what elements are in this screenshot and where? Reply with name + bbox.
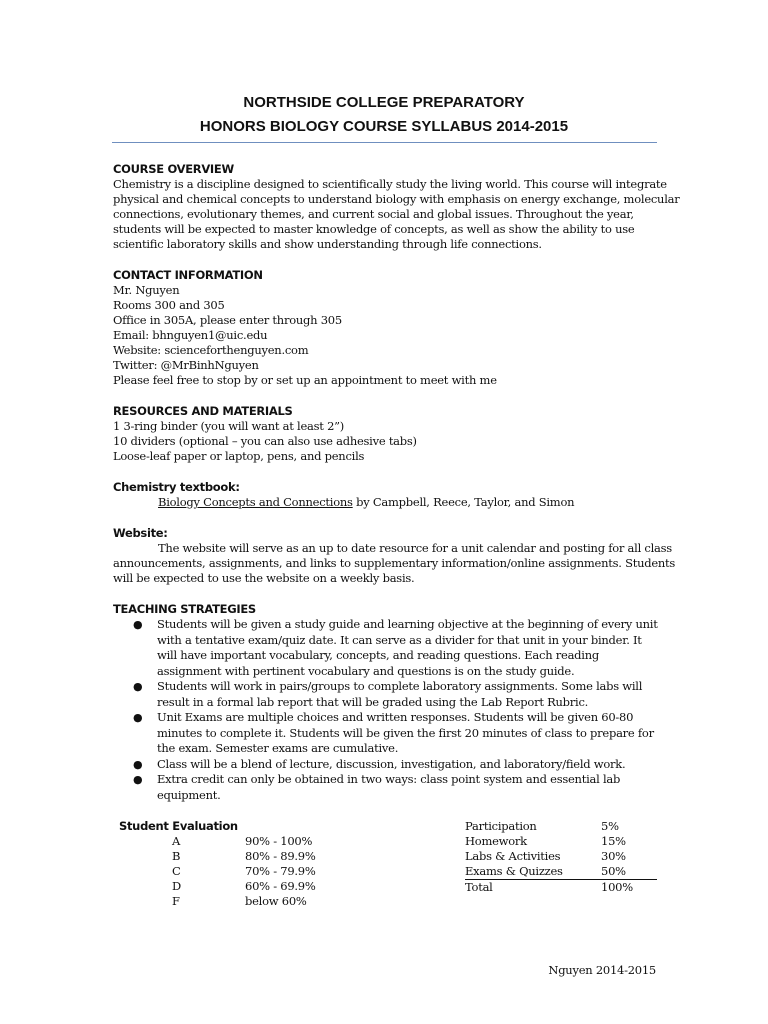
weight-row <box>465 819 657 834</box>
overview-line: physical and chemical concepts to understand biology with emphasis on energy exchange, molecular <box>113 192 680 206</box>
weight-category: Exams & Quizzes <box>465 864 563 878</box>
weight-percent: 15% <box>601 834 626 848</box>
course-overview-section <box>113 162 680 252</box>
total-row <box>465 880 657 895</box>
grade-letter: F <box>172 894 180 908</box>
textbook-title: Biology Concepts and Connections <box>158 495 353 509</box>
list-item: ● Unit Exams are multiple choices and written responses. Students will be given 60-80 minutes to complete it. Students will be given the first 20 minutes of class to prepare for the exam. Semester exams are cumulative. <box>133 710 654 755</box>
bullet-icon: ● <box>133 680 143 693</box>
email: Email: bhnguyen1@uic.edu <box>113 328 268 342</box>
grade-row <box>119 879 349 894</box>
course-overview-heading: COURSE OVERVIEW <box>113 162 234 176</box>
bullet-icon: ● <box>133 773 143 786</box>
weight-category: Labs & Activities <box>465 849 561 863</box>
contact-heading: CONTACT INFORMATION <box>113 268 263 282</box>
weight-row <box>465 834 657 849</box>
strategies-section <box>113 602 658 803</box>
grade-row <box>119 864 349 879</box>
grade-row <box>119 894 349 909</box>
overview-line: connections, evolutionary themes, and current social and global issues. Throughout the year, <box>113 207 634 221</box>
textbook-citation <box>113 495 658 510</box>
grade-letter: A <box>172 834 181 848</box>
grading-scale <box>119 819 349 909</box>
resources-heading: RESOURCES AND MATERIALS <box>113 404 293 418</box>
weight-percent: 5% <box>601 819 619 833</box>
grade-letter: C <box>172 864 181 878</box>
contact-section <box>113 268 658 388</box>
material-item: 10 dividers (optional – you can also use adhesive tabs) <box>113 434 417 448</box>
grade-range: below 60% <box>245 894 307 908</box>
rooms: Rooms 300 and 305 <box>113 298 225 312</box>
list-item: ● Students will work in pairs/groups to complete laboratory assignments. Some labs will result in a formal lab report that will be graded using the Lab Report Rubric. <box>133 679 643 709</box>
contact-note: Please feel free to stop by or set up an appointment to meet with me <box>113 373 497 387</box>
website-line: will be expected to use the website on a weekly basis. <box>113 571 415 585</box>
list-item: ● Students will be given a study guide and learning objective at the beginning of every unit with a tentative exam/quiz date. It can serve as a divider for that unit in your binder. It will have important vocabulary, concepts, and reading questions. Each reading assignment with pertinent vocabulary and questions is on the study guide. <box>133 617 658 678</box>
total-percent: 100% <box>601 880 633 894</box>
page-footer: Nguyen 2014-2015 <box>548 963 656 977</box>
twitter-handle: Twitter: @MrBinhNguyen <box>113 358 259 372</box>
website-address: Website: scienceforthenguyen.com <box>113 343 309 357</box>
website-section <box>113 526 676 586</box>
title-divider <box>112 142 657 143</box>
teacher-name: Mr. Nguyen <box>113 283 180 297</box>
material-item: Loose-leaf paper or laptop, pens, and pencils <box>113 449 365 463</box>
weight-percent: 50% <box>601 864 626 878</box>
list-item: ● Extra credit can only be obtained in two ways: class point system and essential lab equipment. <box>133 772 621 802</box>
syllabus-body <box>113 162 680 803</box>
grade-row <box>119 834 349 849</box>
evaluation-heading: Student Evaluation <box>119 819 238 833</box>
list-item: ● Class will be a blend of lecture, discussion, investigation, and laboratory/field work. <box>133 756 626 771</box>
total-label: Total <box>465 880 493 894</box>
school-title: NORTHSIDE COLLEGE PREPARATORY <box>243 94 525 111</box>
course-title: HONORS BIOLOGY COURSE SYLLABUS 2014-2015 <box>199 118 569 135</box>
weight-row <box>465 864 657 879</box>
weight-row <box>465 849 657 864</box>
overview-line: students will be expected to master knowledge of concepts, as well as show the ability to use <box>113 222 635 236</box>
bullet-icon: ● <box>133 757 143 771</box>
grade-range: 60% - 69.9% <box>245 879 316 893</box>
material-item: 1 3-ring binder (you will want at least 2”) <box>113 419 345 433</box>
bullet-icon: ● <box>133 618 143 631</box>
resources-section <box>113 404 658 464</box>
grade-letter: B <box>172 849 181 863</box>
grade-range: 80% - 89.9% <box>245 849 316 863</box>
weight-category: Participation <box>465 819 537 833</box>
weight-percent: 30% <box>601 849 626 863</box>
strategies-heading: TEACHING STRATEGIES <box>113 602 256 616</box>
grade-letter: D <box>172 879 181 893</box>
textbook-heading: Chemistry textbook: <box>113 480 240 494</box>
office: Office in 305A, please enter through 305 <box>113 313 342 327</box>
website-heading: Website: <box>113 526 168 540</box>
textbook-section <box>113 480 658 510</box>
textbook-authors: by Campbell, Reece, Taylor, and Simon <box>352 495 575 509</box>
website-line: announcements, assignments, and links to supplementary information/online assignments. Students <box>113 556 676 570</box>
strategies-list <box>113 617 658 803</box>
overview-line: Chemistry is a discipline designed to scientifically study the living world. This course will integrate <box>113 177 667 191</box>
grade-range: 90% - 100% <box>245 834 313 848</box>
grade-row <box>119 849 349 864</box>
weight-category: Homework <box>465 834 527 848</box>
website-line: The website will serve as an up to date resource for a unit calendar and posting for all class <box>158 541 672 555</box>
bullet-icon: ● <box>133 711 143 724</box>
overview-line: scientific laboratory skills and show understanding through life connections. <box>113 237 542 251</box>
grade-weights <box>465 819 657 895</box>
grade-range: 70% - 79.9% <box>245 864 316 878</box>
